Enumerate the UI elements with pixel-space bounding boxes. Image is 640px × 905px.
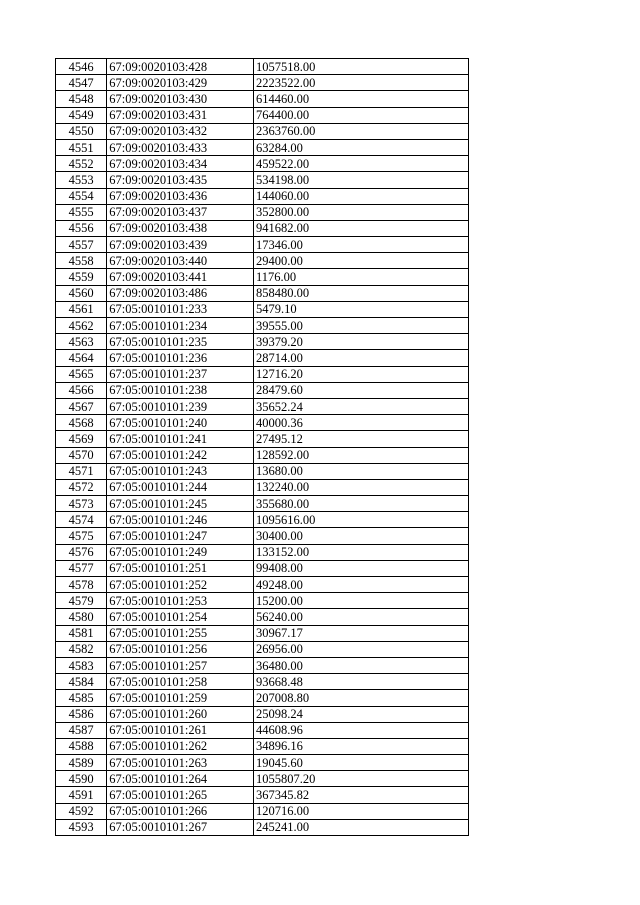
table-row: [56, 156, 469, 172]
row-number-cell: 4566: [56, 382, 107, 398]
table-row: [56, 738, 469, 754]
amount-cell: 858480.00: [253, 285, 468, 301]
row-number-cell: 4549: [56, 107, 107, 123]
row-number-cell: 4550: [56, 123, 107, 139]
amount-cell: 15200.00: [253, 593, 468, 609]
cadastral-number-cell: 67:09:0020103:439: [107, 237, 254, 253]
row-number-cell: 4561: [56, 301, 107, 317]
table-row: [56, 819, 469, 835]
amount-cell: 941682.00: [253, 220, 468, 236]
row-number-cell: 4589: [56, 755, 107, 771]
row-number-cell: 4565: [56, 366, 107, 382]
cadastral-number-cell: 67:05:0010101:245: [107, 496, 254, 512]
row-number-cell: 4593: [56, 819, 107, 835]
table-row: [56, 139, 469, 155]
row-number-cell: 4574: [56, 512, 107, 528]
cadastral-number-cell: 67:05:0010101:256: [107, 641, 254, 657]
row-number-cell: 4582: [56, 641, 107, 657]
cadastral-number-cell: 67:09:0020103:438: [107, 220, 254, 236]
cadastral-number-cell: 67:05:0010101:235: [107, 334, 254, 350]
amount-cell: 5479.10: [253, 301, 468, 317]
cadastral-number-cell: 67:05:0010101:238: [107, 382, 254, 398]
table-body: [56, 59, 469, 836]
amount-cell: 17346.00: [253, 237, 468, 253]
table-row: [56, 528, 469, 544]
row-number-cell: 4583: [56, 657, 107, 673]
row-number-cell: 4572: [56, 479, 107, 495]
cadastral-number-cell: 67:09:0020103:486: [107, 285, 254, 301]
table-row: [56, 641, 469, 657]
cadastral-number-cell: 67:09:0020103:441: [107, 269, 254, 285]
cadastral-number-cell: 67:05:0010101:233: [107, 301, 254, 317]
row-number-cell: 4580: [56, 609, 107, 625]
amount-cell: 30400.00: [253, 528, 468, 544]
row-number-cell: 4590: [56, 771, 107, 787]
table-row: [56, 560, 469, 576]
cadastral-number-cell: 67:09:0020103:440: [107, 253, 254, 269]
amount-cell: 26956.00: [253, 641, 468, 657]
table-row: [56, 609, 469, 625]
amount-cell: 44608.96: [253, 722, 468, 738]
cadastral-number-cell: 67:05:0010101:266: [107, 803, 254, 819]
row-number-cell: 4577: [56, 560, 107, 576]
amount-cell: 1057518.00: [253, 59, 468, 75]
row-number-cell: 4588: [56, 738, 107, 754]
row-number-cell: 4552: [56, 156, 107, 172]
table-row: [56, 544, 469, 560]
row-number-cell: 4576: [56, 544, 107, 560]
row-number-cell: 4585: [56, 690, 107, 706]
cadastral-number-cell: 67:09:0020103:433: [107, 139, 254, 155]
table-row: [56, 59, 469, 75]
cadastral-number-cell: 67:05:0010101:263: [107, 755, 254, 771]
amount-cell: 19045.60: [253, 755, 468, 771]
cadastral-number-cell: 67:05:0010101:262: [107, 738, 254, 754]
cadastral-number-cell: 67:05:0010101:244: [107, 479, 254, 495]
amount-cell: 35652.24: [253, 398, 468, 414]
table-row: [56, 301, 469, 317]
amount-cell: 25098.24: [253, 706, 468, 722]
cadastral-number-cell: 67:05:0010101:255: [107, 625, 254, 641]
amount-cell: 352800.00: [253, 204, 468, 220]
table-row: [56, 512, 469, 528]
table-row: [56, 107, 469, 123]
row-number-cell: 4571: [56, 463, 107, 479]
table-row: [56, 253, 469, 269]
row-number-cell: 4575: [56, 528, 107, 544]
table-row: [56, 706, 469, 722]
cadastral-number-cell: 67:09:0020103:432: [107, 123, 254, 139]
table-row: [56, 674, 469, 690]
amount-cell: 245241.00: [253, 819, 468, 835]
amount-cell: 56240.00: [253, 609, 468, 625]
table-row: [56, 350, 469, 366]
amount-cell: 120716.00: [253, 803, 468, 819]
amount-cell: 534198.00: [253, 172, 468, 188]
cadastral-number-cell: 67:05:0010101:242: [107, 447, 254, 463]
row-number-cell: 4556: [56, 220, 107, 236]
row-number-cell: 4555: [56, 204, 107, 220]
amount-cell: 28714.00: [253, 350, 468, 366]
cadastral-number-cell: 67:05:0010101:265: [107, 787, 254, 803]
table-row: [56, 593, 469, 609]
table-row: [56, 220, 469, 236]
row-number-cell: 4559: [56, 269, 107, 285]
table-row: [56, 237, 469, 253]
amount-cell: 1095616.00: [253, 512, 468, 528]
row-number-cell: 4547: [56, 75, 107, 91]
cadastral-number-cell: 67:05:0010101:246: [107, 512, 254, 528]
table-row: [56, 188, 469, 204]
table-row: [56, 172, 469, 188]
row-number-cell: 4553: [56, 172, 107, 188]
row-number-cell: 4551: [56, 139, 107, 155]
table-row: [56, 496, 469, 512]
row-number-cell: 4557: [56, 237, 107, 253]
amount-cell: 2363760.00: [253, 123, 468, 139]
amount-cell: 144060.00: [253, 188, 468, 204]
cadastral-number-cell: 67:09:0020103:435: [107, 172, 254, 188]
cadastral-number-cell: 67:05:0010101:240: [107, 415, 254, 431]
row-number-cell: 4562: [56, 318, 107, 334]
table-row: [56, 269, 469, 285]
amount-cell: 39555.00: [253, 318, 468, 334]
amount-cell: 49248.00: [253, 577, 468, 593]
cadastral-number-cell: 67:05:0010101:237: [107, 366, 254, 382]
table-row: [56, 690, 469, 706]
table-row: [56, 722, 469, 738]
amount-cell: 764400.00: [253, 107, 468, 123]
amount-cell: 355680.00: [253, 496, 468, 512]
table-row: [56, 398, 469, 414]
cadastral-number-cell: 67:05:0010101:247: [107, 528, 254, 544]
table-row: [56, 415, 469, 431]
amount-cell: 12716.20: [253, 366, 468, 382]
table-row: [56, 771, 469, 787]
row-number-cell: 4548: [56, 91, 107, 107]
row-number-cell: 4567: [56, 398, 107, 414]
row-number-cell: 4569: [56, 431, 107, 447]
cadastral-number-cell: 67:05:0010101:249: [107, 544, 254, 560]
row-number-cell: 4581: [56, 625, 107, 641]
cadastral-number-cell: 67:05:0010101:260: [107, 706, 254, 722]
amount-cell: 132240.00: [253, 479, 468, 495]
row-number-cell: 4554: [56, 188, 107, 204]
row-number-cell: 4563: [56, 334, 107, 350]
table-row: [56, 463, 469, 479]
table-row: [56, 803, 469, 819]
amount-cell: 63284.00: [253, 139, 468, 155]
row-number-cell: 4578: [56, 577, 107, 593]
amount-cell: 93668.48: [253, 674, 468, 690]
amount-cell: 207008.80: [253, 690, 468, 706]
amount-cell: 27495.12: [253, 431, 468, 447]
data-table: [55, 58, 469, 836]
amount-cell: 36480.00: [253, 657, 468, 673]
row-number-cell: 4564: [56, 350, 107, 366]
amount-cell: 133152.00: [253, 544, 468, 560]
table-row: [56, 285, 469, 301]
cadastral-number-cell: 67:05:0010101:252: [107, 577, 254, 593]
row-number-cell: 4546: [56, 59, 107, 75]
cadastral-number-cell: 67:09:0020103:431: [107, 107, 254, 123]
cadastral-number-cell: 67:05:0010101:239: [107, 398, 254, 414]
cadastral-number-cell: 67:09:0020103:430: [107, 91, 254, 107]
row-number-cell: 4560: [56, 285, 107, 301]
cadastral-number-cell: 67:05:0010101:254: [107, 609, 254, 625]
cadastral-number-cell: 67:09:0020103:437: [107, 204, 254, 220]
table-row: [56, 123, 469, 139]
amount-cell: 614460.00: [253, 91, 468, 107]
cadastral-number-cell: 67:05:0010101:259: [107, 690, 254, 706]
table-row: [56, 366, 469, 382]
row-number-cell: 4568: [56, 415, 107, 431]
table-row: [56, 577, 469, 593]
cadastral-number-cell: 67:09:0020103:428: [107, 59, 254, 75]
cadastral-number-cell: 67:05:0010101:261: [107, 722, 254, 738]
cadastral-number-cell: 67:05:0010101:257: [107, 657, 254, 673]
cadastral-number-cell: 67:05:0010101:234: [107, 318, 254, 334]
row-number-cell: 4592: [56, 803, 107, 819]
row-number-cell: 4586: [56, 706, 107, 722]
table-row: [56, 431, 469, 447]
table-row: [56, 447, 469, 463]
cadastral-number-cell: 67:05:0010101:253: [107, 593, 254, 609]
cadastral-number-cell: 67:05:0010101:267: [107, 819, 254, 835]
row-number-cell: 4584: [56, 674, 107, 690]
table-row: [56, 755, 469, 771]
row-number-cell: 4573: [56, 496, 107, 512]
row-number-cell: 4591: [56, 787, 107, 803]
amount-cell: 39379.20: [253, 334, 468, 350]
table-row: [56, 204, 469, 220]
amount-cell: 34896.16: [253, 738, 468, 754]
cadastral-number-cell: 67:05:0010101:264: [107, 771, 254, 787]
row-number-cell: 4579: [56, 593, 107, 609]
amount-cell: 128592.00: [253, 447, 468, 463]
amount-cell: 2223522.00: [253, 75, 468, 91]
amount-cell: 99408.00: [253, 560, 468, 576]
table-row: [56, 334, 469, 350]
row-number-cell: 4570: [56, 447, 107, 463]
cadastral-number-cell: 67:05:0010101:243: [107, 463, 254, 479]
amount-cell: 13680.00: [253, 463, 468, 479]
row-number-cell: 4558: [56, 253, 107, 269]
table-row: [56, 625, 469, 641]
table-row: [56, 479, 469, 495]
table-row: [56, 382, 469, 398]
amount-cell: 29400.00: [253, 253, 468, 269]
cadastral-number-cell: 67:05:0010101:251: [107, 560, 254, 576]
amount-cell: 1055807.20: [253, 771, 468, 787]
table-row: [56, 318, 469, 334]
amount-cell: 28479.60: [253, 382, 468, 398]
table-row: [56, 787, 469, 803]
table-row: [56, 75, 469, 91]
cadastral-number-cell: 67:09:0020103:436: [107, 188, 254, 204]
amount-cell: 1176.00: [253, 269, 468, 285]
amount-cell: 40000.36: [253, 415, 468, 431]
cadastral-number-cell: 67:05:0010101:258: [107, 674, 254, 690]
cadastral-number-cell: 67:09:0020103:429: [107, 75, 254, 91]
table-row: [56, 657, 469, 673]
cadastral-number-cell: 67:05:0010101:241: [107, 431, 254, 447]
amount-cell: 459522.00: [253, 156, 468, 172]
amount-cell: 30967.17: [253, 625, 468, 641]
cadastral-number-cell: 67:09:0020103:434: [107, 156, 254, 172]
amount-cell: 367345.82: [253, 787, 468, 803]
table-row: [56, 91, 469, 107]
row-number-cell: 4587: [56, 722, 107, 738]
cadastral-number-cell: 67:05:0010101:236: [107, 350, 254, 366]
